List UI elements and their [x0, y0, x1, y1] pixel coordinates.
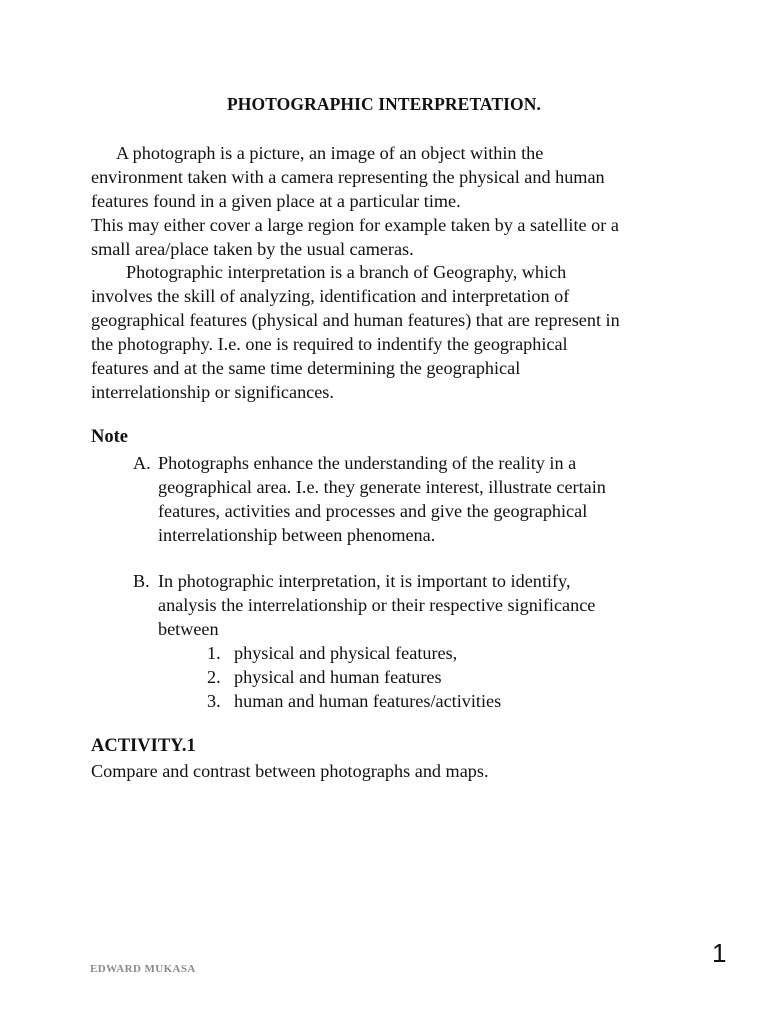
- sub-list-item: [207, 641, 501, 665]
- list-item-body: [158, 451, 606, 547]
- paragraph-line: environment taken with a camera representing the physical and human: [91, 167, 605, 187]
- note-item-b: [133, 569, 595, 641]
- list-marker: B.: [133, 571, 150, 591]
- note-heading: Note: [91, 427, 128, 447]
- activity-heading: ACTIVITY.1: [91, 736, 196, 756]
- list-line: In photographic interpretation, it is important to identify,: [158, 571, 571, 591]
- sub-list-text: human and human features/activities: [234, 691, 502, 711]
- paragraph-line: the photography. I.e. one is required to indentify the geographical: [91, 334, 568, 354]
- sub-list-item: [207, 665, 501, 689]
- list-item-body: [158, 569, 595, 641]
- sub-list-item: [207, 689, 501, 713]
- list-marker: A.: [133, 453, 151, 473]
- note-item-a: [133, 451, 606, 547]
- paragraph-line: features and at the same time determining the geographical: [91, 358, 521, 378]
- list-line: geographical area. I.e. they generate interest, illustrate certain: [158, 477, 606, 497]
- paragraph-line: This may either cover a large region for example taken by a satellite or a: [91, 215, 619, 235]
- sub-list-number: 1.: [207, 643, 221, 663]
- sub-list-text: physical and human features: [234, 667, 442, 687]
- paragraph-line: involves the skill of analyzing, identification and interpretation of: [91, 286, 570, 306]
- sub-list-number: 2.: [207, 667, 221, 687]
- definition-paragraph: [91, 260, 691, 404]
- numbered-sub-list: [207, 641, 501, 713]
- paragraph-line: A photograph is a picture, an image of an object within the: [116, 143, 544, 163]
- list-line: analysis the interrelationship or their respective significance: [158, 595, 596, 615]
- sub-list-text: physical and physical features,: [234, 643, 458, 663]
- page-number: 1: [712, 938, 727, 968]
- intro-paragraph: [91, 141, 691, 261]
- paragraph-line: small area/place taken by the usual cameras.: [91, 239, 414, 259]
- paragraph-line: interrelationship or significances.: [91, 382, 334, 402]
- list-line: Photographs enhance the understanding of the reality in a: [158, 453, 577, 473]
- document-title: PHOTOGRAPHIC INTERPRETATION.: [227, 94, 541, 114]
- activity-text: Compare and contrast between photographs and maps.: [91, 761, 489, 781]
- list-line: interrelationship between phenomena.: [158, 525, 436, 545]
- footer-author: EDWARD MUKASA: [90, 963, 196, 975]
- paragraph-line: Photographic interpretation is a branch of Geography, which: [126, 262, 567, 282]
- sub-list-number: 3.: [207, 691, 221, 711]
- list-line: features, activities and processes and give the geographical: [158, 501, 588, 521]
- list-line: between: [158, 619, 219, 639]
- paragraph-line: features found in a given place at a particular time.: [91, 191, 461, 211]
- paragraph-line: geographical features (physical and human features) that are represent in: [91, 310, 620, 330]
